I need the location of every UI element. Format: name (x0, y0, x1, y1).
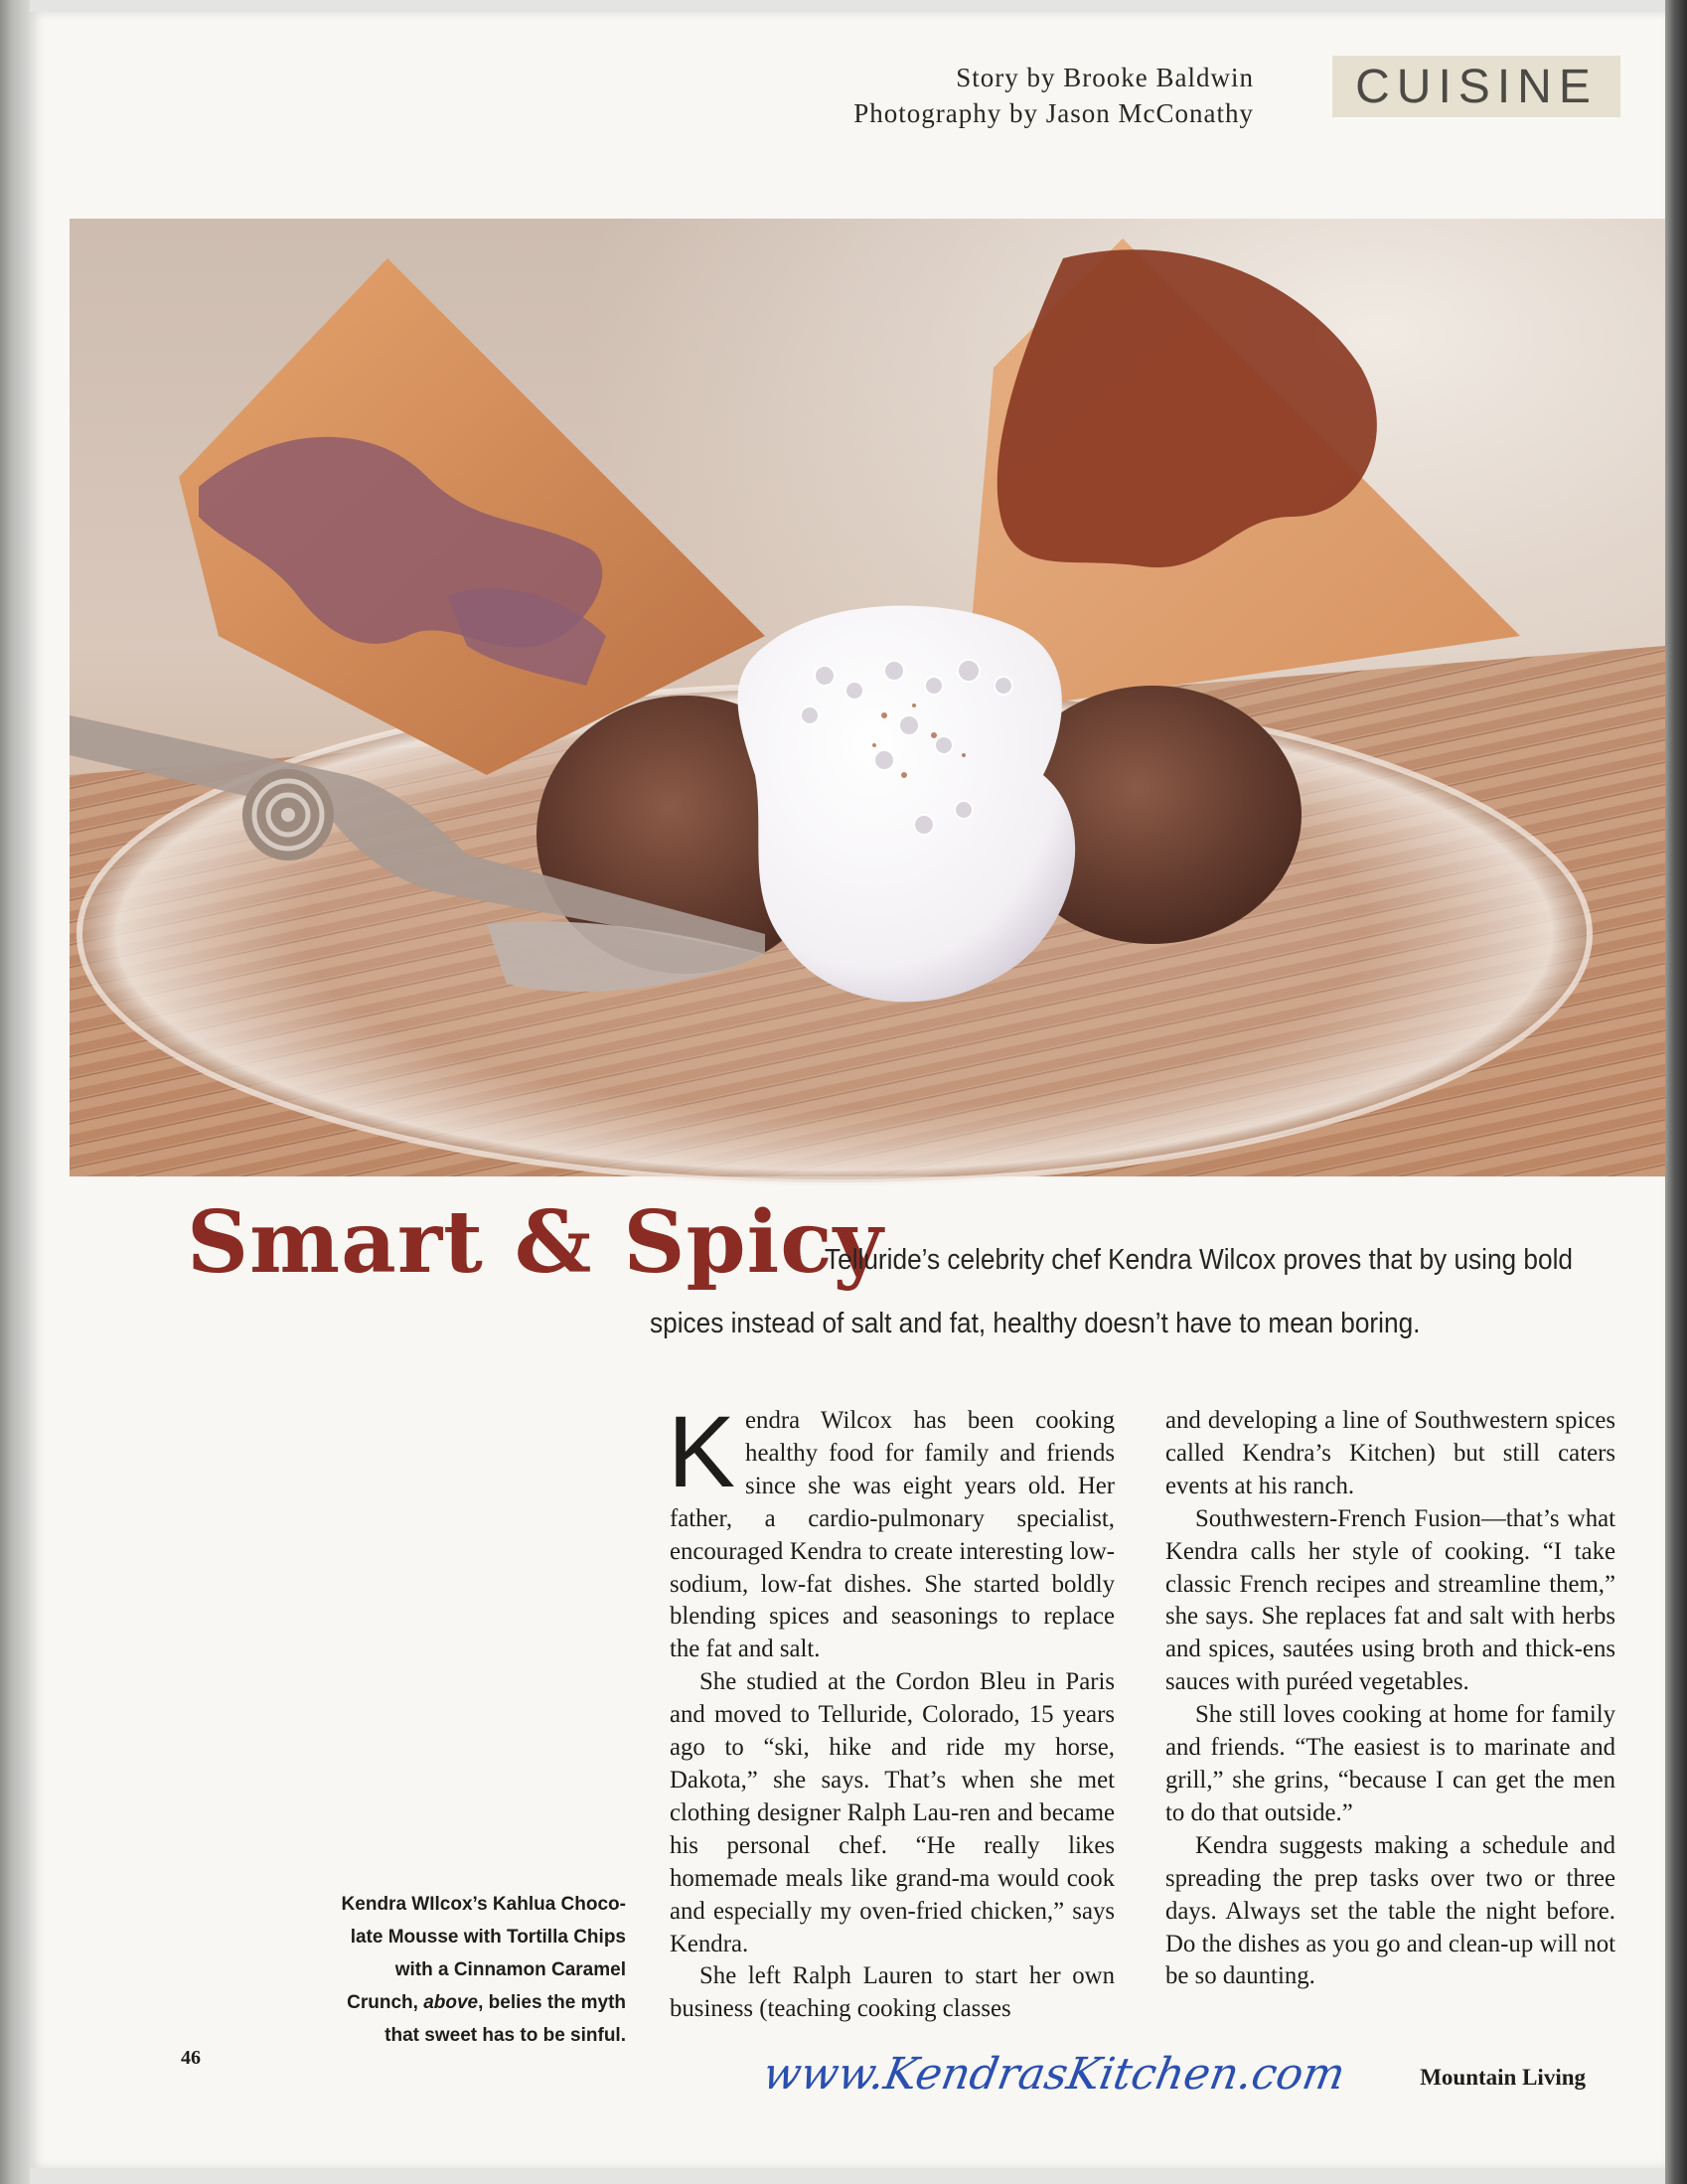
handwritten-url (759, 2033, 1349, 2112)
article-paragraph: She left Ralph Lauren to start her own business (teaching cooking classes (670, 1962, 1115, 2023)
drop-cap: K (668, 1395, 736, 1508)
scan-edge-left (0, 0, 30, 2184)
article-paragraph: Kendra Wilcox has been cooking healthy food for family and friends since she was eight years old. Her father, a cardio-pulmonary specialist, encouraged Kendra to create interesting low-sodium, low-fat dishes. She started boldly blending spices and seasonings to replace the fat and salt. (668, 1395, 1115, 1663)
article-paragraph: Southwestern-French Fusion—that’s what Kendra calls her style of cooking. “I take classic French recipes and streamline them,” she says. She replaces fat and salt with herbs and spices, sautées using broth and thick-ens sauces with puréed vegetables. (1165, 1504, 1615, 1696)
svg-text:www.KendrasKitchen.com: www.KendrasKitchen.com (759, 2049, 1349, 2100)
deck-line-2: spices instead of salt and fat, healthy doesn’t have to mean boring. (650, 1308, 1421, 1339)
article-paragraph: She studied at the Cordon Bleu in Paris and moved to Telluride, Colorado, 15 years ago to “ski, hike and ride my horse, Dakota,” she says. That’s when she met clothing designer Ralph Lau-ren and became his personal chef. “He really likes homemade meals like grand-ma would cook and especially my oven-fried chicken,” says Kendra. (670, 1668, 1115, 1957)
headline: Smart & Spicy (187, 1192, 884, 1293)
article-paragraph: and developing a line of Southwestern spices called Kendra’s Kitchen) but still caters events at his ranch. (1165, 1407, 1615, 1499)
dessert-photo (70, 219, 1665, 1176)
caption-text-end: , belies the myth that sweet has to be sinful. (384, 1992, 626, 2046)
magazine-name: Mountain Living (1420, 2065, 1586, 2090)
article-paragraph: She still loves cooking at home for family and friends. “The easiest is to marinate and grill,” she grins, “because I can get the men to do that outside.” (1165, 1701, 1615, 1826)
byline (853, 60, 1254, 131)
page-number: 46 (181, 2047, 201, 2069)
photo-caption (328, 1888, 626, 2052)
caption-italic: above (423, 1992, 479, 2013)
magazine-page (30, 12, 1665, 2168)
photo-credit: Photography by Jason McConathy (853, 98, 1254, 128)
scan-edge-right (1665, 0, 1687, 2184)
deck-line-1: Telluride’s celebrity chef Kendra Wilcox proves that by using bold (825, 1244, 1574, 1276)
article-paragraph: Kendra suggests making a schedule and spreading the prep tasks over two or three days. Always set the table the night before. Do the dishes as you go and clean-up will not be so daunting. (1165, 1831, 1615, 1990)
article-column-2 (1165, 1405, 1615, 1993)
story-credit: Story by Brooke Baldwin (956, 63, 1254, 92)
article-column-1 (668, 1395, 1115, 2026)
section-label: CUISINE (1332, 56, 1620, 117)
caption-text: Kendra WIlcox’s Kahlua Choco-late Mousse with Tortilla Chips with a Cinnamon Caramel Crunch, (341, 1894, 626, 2013)
